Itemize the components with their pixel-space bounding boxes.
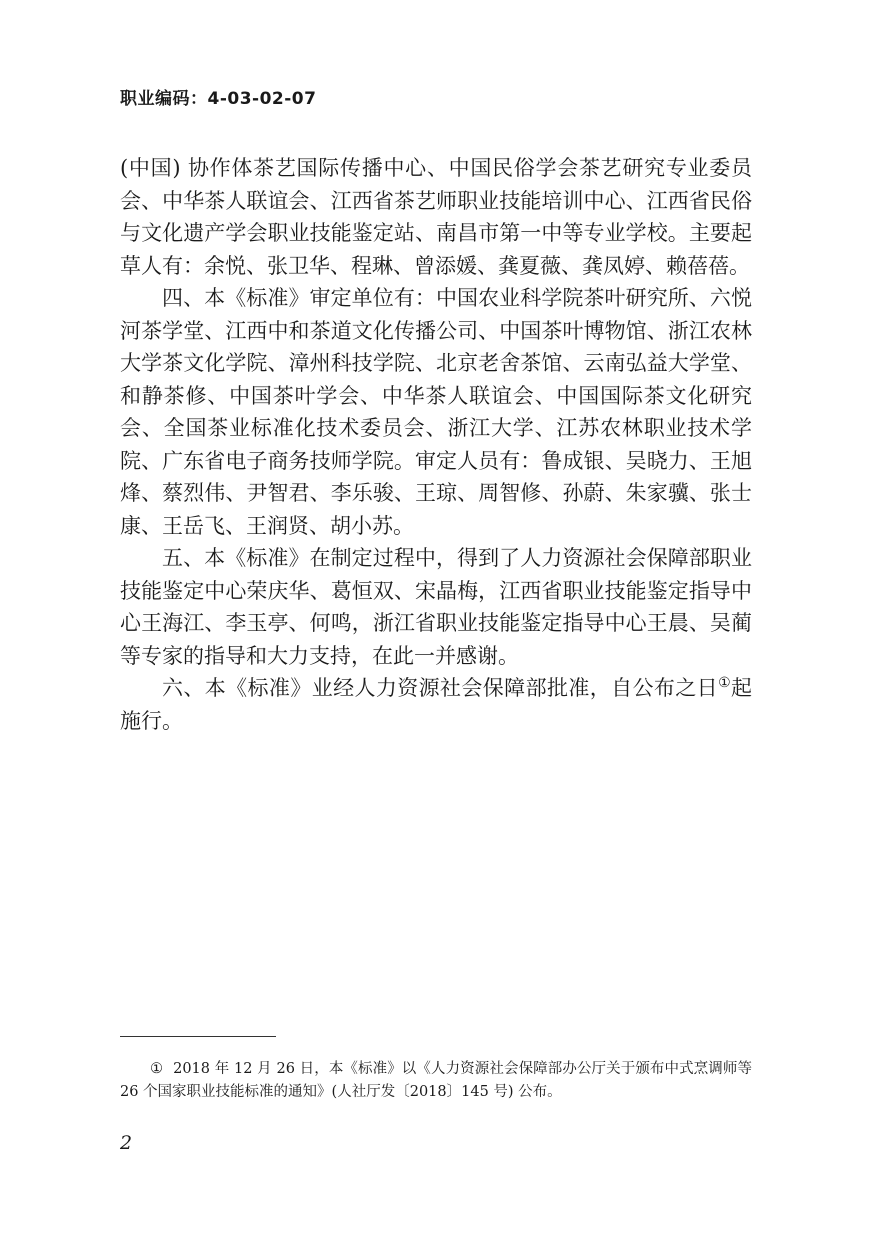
footnote-reference-mark[interactable]: ① [718, 675, 732, 691]
page-number: 2 [120, 1132, 133, 1154]
paragraph-acknowledgements: 五、本《标准》在制定过程中，得到了人力资源社会保障部职业技能鉴定中心荣庆华、葛恒双、宋晶梅，江西省职业技能鉴定指导中心王海江、李玉亭、何鸣，浙江省职业技能鉴定指导中心王晨、吴蔺等专家的指导和大力支持，在此一并感谢。 [120, 546, 752, 668]
paragraph-review-units: 四、本《标准》审定单位有：中国农业科学院茶叶研究所、六悦河茶学堂、江西中和茶道文化传播公司、中国茶叶博物馆、浙江农林大学茶文化学院、漳州科技学院、北京老舍茶馆、云南弘益大学堂、和静茶修、中国茶叶学会、中华茶人联谊会、中国国际茶文化研究会、全国茶业标准化技术委员会、浙江大学、江苏农林职业技术学院、广东省电子商务技师学院。审定人员有：鲁成银、吴晓力、王旭烽、蔡烈伟、尹智君、李乐骏、王琼、周智修、孙蔚、朱家骥、张士康、王岳飞、王润贤、胡小苏。 [120, 286, 752, 538]
footnote-divider [120, 1036, 276, 1037]
footnote-mark: ① [150, 1061, 164, 1077]
paragraph-drafting-units: (中国) 协作体茶艺国际传播中心、中国民俗学会茶艺研究专业委员会、中华茶人联谊会、江西省茶艺师职业技能培训中心、江西省民俗与文化遗产学会职业技能鉴定站、南昌市第一中等专业学校。主要起草人有：余悦、张卫华、程琳、曾添媛、龚夏薇、龚凤婷、赖蓓蓓。 [120, 156, 752, 278]
paragraph-effective-date [120, 672, 752, 737]
footnote [120, 1058, 752, 1104]
effective-date-text: 六、本《标准》业经人力资源社会保障部批准，自公布之日 [162, 676, 719, 700]
effective-date-text-end: 起施行。 [120, 676, 753, 733]
occupation-code-header: 职业编码：4-03-02-07 [120, 89, 317, 109]
main-body-text [120, 152, 752, 737]
footnote-text: 2018 年 12 月 26 日，本《标准》以《人力资源社会保障部办公厅关于颁布中式烹调师等 26 个国家职业技能标准的通知》(人社厅发〔2018〕145 号) 公布。 [120, 1061, 752, 1100]
